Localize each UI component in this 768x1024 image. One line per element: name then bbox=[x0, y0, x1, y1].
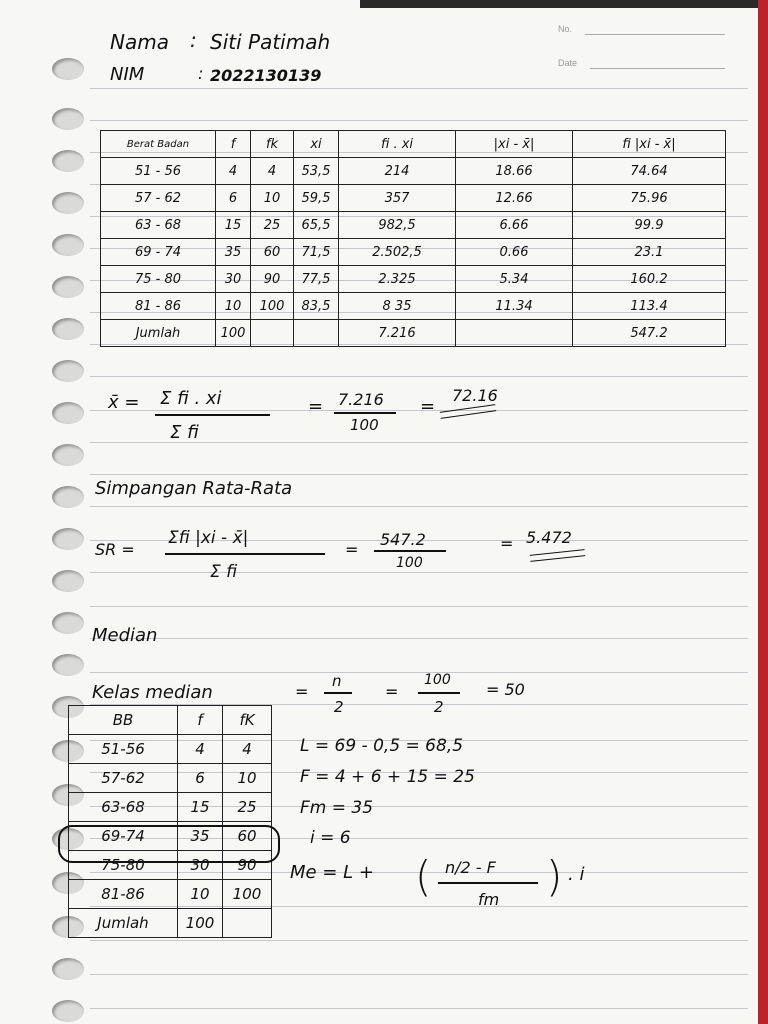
table-cell: 4 bbox=[223, 735, 272, 764]
punch-hole bbox=[52, 58, 84, 80]
table-cell: fi |xi - x̄| bbox=[573, 131, 726, 158]
table-cell: 23.1 bbox=[573, 239, 726, 266]
table-cell: 75.96 bbox=[573, 185, 726, 212]
table-cell: 15 bbox=[216, 212, 251, 239]
table-cell: 35 bbox=[216, 239, 251, 266]
median-table bbox=[68, 705, 272, 938]
table-cell: 4 bbox=[251, 158, 294, 185]
table-row bbox=[69, 764, 272, 793]
table-cell: Jumlah bbox=[69, 909, 178, 938]
punch-hole bbox=[52, 486, 84, 508]
me-tail: . i bbox=[568, 864, 585, 885]
mean-fraction-bar-2 bbox=[334, 412, 396, 414]
table-cell: 30 bbox=[178, 851, 223, 880]
ruled-line bbox=[90, 474, 748, 475]
table-cell: 4 bbox=[216, 158, 251, 185]
kelas-two-1: 2 bbox=[334, 698, 344, 716]
table-row bbox=[101, 185, 726, 212]
punch-hole bbox=[52, 444, 84, 466]
median-heading: Median bbox=[92, 625, 158, 646]
ruled-line bbox=[90, 974, 748, 975]
table-cell: Jumlah bbox=[101, 320, 216, 347]
table-cell bbox=[294, 320, 339, 347]
table-cell: 60 bbox=[223, 822, 272, 851]
background-edge bbox=[360, 0, 760, 8]
table-cell: f bbox=[216, 131, 251, 158]
table-cell: 4 bbox=[178, 735, 223, 764]
punch-hole bbox=[52, 276, 84, 298]
ruled-line bbox=[90, 1008, 748, 1009]
table-cell: 69 - 74 bbox=[101, 239, 216, 266]
sr-fraction-bar bbox=[165, 553, 325, 555]
me-numerator: n/2 - F bbox=[445, 858, 496, 877]
kelas-median-label: Kelas median bbox=[92, 682, 213, 703]
mean-result-underline bbox=[440, 404, 496, 419]
table-cell bbox=[251, 320, 294, 347]
table-cell: 77,5 bbox=[294, 266, 339, 293]
mean-den2: 100 bbox=[350, 416, 379, 434]
punch-hole bbox=[52, 192, 84, 214]
table-cell: 10 bbox=[216, 293, 251, 320]
punch-hole bbox=[52, 234, 84, 256]
table-cell: 51 - 56 bbox=[101, 158, 216, 185]
table-cell: 214 bbox=[339, 158, 456, 185]
table-cell: 12.66 bbox=[456, 185, 573, 212]
ruled-line bbox=[90, 88, 748, 89]
table-total-row bbox=[101, 320, 726, 347]
table-cell: 10 bbox=[178, 880, 223, 909]
punch-hole bbox=[52, 528, 84, 550]
punch-hole bbox=[52, 1000, 84, 1022]
name-label: Nama bbox=[110, 30, 169, 54]
kelas-equals-1: = bbox=[295, 682, 309, 701]
table-cell: 71,5 bbox=[294, 239, 339, 266]
punch-hole bbox=[52, 958, 84, 980]
table-cell: BB bbox=[69, 706, 178, 735]
table-cell: 100 bbox=[178, 909, 223, 938]
nim-value: 2022130139 bbox=[210, 66, 322, 85]
sr-fraction-bar-2 bbox=[374, 550, 446, 552]
punch-hole bbox=[52, 402, 84, 424]
no-label: No. bbox=[558, 24, 573, 34]
table-cell: 63-68 bbox=[69, 793, 178, 822]
table-cell: 11.34 bbox=[456, 293, 573, 320]
table-cell: 74.64 bbox=[573, 158, 726, 185]
table-cell: 57-62 bbox=[69, 764, 178, 793]
table-cell: 547.2 bbox=[573, 320, 726, 347]
sr-num2: 547.2 bbox=[380, 530, 426, 549]
table-cell: 982,5 bbox=[339, 212, 456, 239]
table-header-row bbox=[101, 131, 726, 158]
table-cell: fi . xi bbox=[339, 131, 456, 158]
table-cell: fk bbox=[251, 131, 294, 158]
kelas-hundred: 100 bbox=[424, 672, 451, 688]
mean-denominator: Σ fi bbox=[170, 422, 199, 443]
kelas-result: = 50 bbox=[486, 680, 525, 699]
table-cell: 30 bbox=[216, 266, 251, 293]
table-cell: 57 - 62 bbox=[101, 185, 216, 212]
name-value: Siti Patimah bbox=[210, 30, 331, 54]
table-cell: 75-80 bbox=[69, 851, 178, 880]
ruled-line bbox=[90, 606, 748, 607]
table-cell: 65,5 bbox=[294, 212, 339, 239]
table-row bbox=[101, 266, 726, 293]
table-cell: 357 bbox=[339, 185, 456, 212]
table-cell: |xi - x̄| bbox=[456, 131, 573, 158]
sr-result: 5.472 bbox=[526, 528, 572, 547]
ruled-line bbox=[90, 672, 748, 673]
mean-fraction-bar bbox=[155, 414, 270, 416]
table-cell bbox=[223, 909, 272, 938]
punch-hole bbox=[52, 654, 84, 676]
date-label: Date bbox=[558, 58, 578, 68]
table-cell: 18.66 bbox=[456, 158, 573, 185]
kelas-equals-2: = bbox=[385, 682, 399, 701]
ruled-line bbox=[90, 572, 748, 573]
table-cell: 100 bbox=[251, 293, 294, 320]
name-colon: : bbox=[190, 28, 197, 52]
f-line: F = 4 + 6 + 15 = 25 bbox=[300, 767, 475, 787]
table-cell: 81 - 86 bbox=[101, 293, 216, 320]
table-row bbox=[69, 793, 272, 822]
kelas-fraction-bar-1 bbox=[324, 692, 352, 694]
table-cell: 35 bbox=[178, 822, 223, 851]
table-row bbox=[69, 735, 272, 764]
ruled-line bbox=[90, 376, 748, 377]
me-lhs: Me = L + bbox=[290, 862, 374, 883]
table-header-row bbox=[69, 706, 272, 735]
sr-numerator: Σfi |xi - x̄| bbox=[168, 528, 249, 548]
table-cell: 90 bbox=[251, 266, 294, 293]
sr-lhs: SR = bbox=[95, 540, 135, 559]
ruled-line bbox=[90, 120, 748, 121]
table-cell: 69-74 bbox=[69, 822, 178, 851]
kelas-two-2: 2 bbox=[434, 698, 444, 716]
mean-num2: 7.216 bbox=[338, 390, 384, 409]
median-class-highlight bbox=[58, 825, 280, 863]
table-cell: 25 bbox=[223, 793, 272, 822]
table-cell: 0.66 bbox=[456, 239, 573, 266]
table-cell: 90 bbox=[223, 851, 272, 880]
table-cell: 2.325 bbox=[339, 266, 456, 293]
mean-equals-2: = bbox=[420, 396, 436, 417]
me-paren-open: ( bbox=[415, 852, 432, 901]
table-row bbox=[69, 880, 272, 909]
table-cell: 2.502,5 bbox=[339, 239, 456, 266]
table-cell: 75 - 80 bbox=[101, 266, 216, 293]
table-cell: fK bbox=[223, 706, 272, 735]
nim-colon: : bbox=[198, 64, 204, 83]
l-line: L = 69 - 0,5 = 68,5 bbox=[300, 736, 464, 756]
table-cell: 6.66 bbox=[456, 212, 573, 239]
table-cell: 15 bbox=[178, 793, 223, 822]
table-row bbox=[101, 212, 726, 239]
sr-heading: Simpangan Rata-Rata bbox=[95, 478, 293, 499]
mean-lhs: x̄ = bbox=[108, 392, 140, 413]
sr-den2: 100 bbox=[396, 555, 423, 571]
table-cell: 8 35 bbox=[339, 293, 456, 320]
table-cell: f bbox=[178, 706, 223, 735]
fm-line: Fm = 35 bbox=[300, 798, 374, 818]
table-cell: 99.9 bbox=[573, 212, 726, 239]
i-line: i = 6 bbox=[310, 828, 351, 848]
sr-equals-2: = bbox=[500, 534, 514, 553]
table-cell: 25 bbox=[251, 212, 294, 239]
punch-hole bbox=[52, 318, 84, 340]
me-paren-close: ) bbox=[546, 852, 563, 901]
table-cell: 60 bbox=[251, 239, 294, 266]
kelas-n: n bbox=[332, 672, 342, 690]
red-binder-edge bbox=[758, 0, 768, 1024]
table-cell: 51-56 bbox=[69, 735, 178, 764]
table-row bbox=[101, 239, 726, 266]
me-denominator: fm bbox=[478, 890, 500, 909]
mean-result: 72.16 bbox=[452, 386, 498, 405]
table-cell: 113.4 bbox=[573, 293, 726, 320]
me-fraction-bar bbox=[438, 882, 538, 884]
punch-hole bbox=[52, 612, 84, 634]
no-line bbox=[585, 34, 725, 35]
table-cell: Berat Badan bbox=[101, 131, 216, 158]
nim-label: NIM bbox=[110, 64, 145, 85]
table-cell: 100 bbox=[223, 880, 272, 909]
mean-numerator: Σ fi . xi bbox=[160, 388, 222, 409]
ruled-line bbox=[90, 506, 748, 507]
table-row bbox=[101, 293, 726, 320]
table-cell: 10 bbox=[251, 185, 294, 212]
punch-hole bbox=[52, 360, 84, 382]
punch-hole bbox=[52, 570, 84, 592]
table-cell: 81-86 bbox=[69, 880, 178, 909]
sr-denominator: Σ fi bbox=[210, 562, 238, 582]
date-line bbox=[590, 68, 725, 69]
kelas-fraction-bar-2 bbox=[418, 692, 460, 694]
ruled-line bbox=[90, 638, 748, 639]
table-row bbox=[101, 158, 726, 185]
sr-equals-1: = bbox=[345, 540, 359, 559]
table-cell: 59,5 bbox=[294, 185, 339, 212]
table-cell bbox=[456, 320, 573, 347]
ruled-line bbox=[90, 410, 748, 411]
table-cell: 6 bbox=[216, 185, 251, 212]
punch-hole bbox=[52, 108, 84, 130]
sr-result-underline bbox=[530, 549, 585, 562]
table-cell: 7.216 bbox=[339, 320, 456, 347]
mean-equals-1: = bbox=[308, 396, 324, 417]
table-cell: 5.34 bbox=[456, 266, 573, 293]
table-cell: 83,5 bbox=[294, 293, 339, 320]
frequency-table bbox=[100, 130, 726, 347]
punch-hole bbox=[52, 150, 84, 172]
table-cell: 100 bbox=[216, 320, 251, 347]
table-cell: 53,5 bbox=[294, 158, 339, 185]
table-cell: 160.2 bbox=[573, 266, 726, 293]
table-cell: 6 bbox=[178, 764, 223, 793]
table-total-row bbox=[69, 909, 272, 938]
ruled-line bbox=[90, 940, 748, 941]
table-cell: xi bbox=[294, 131, 339, 158]
table-cell: 63 - 68 bbox=[101, 212, 216, 239]
table-cell: 10 bbox=[223, 764, 272, 793]
